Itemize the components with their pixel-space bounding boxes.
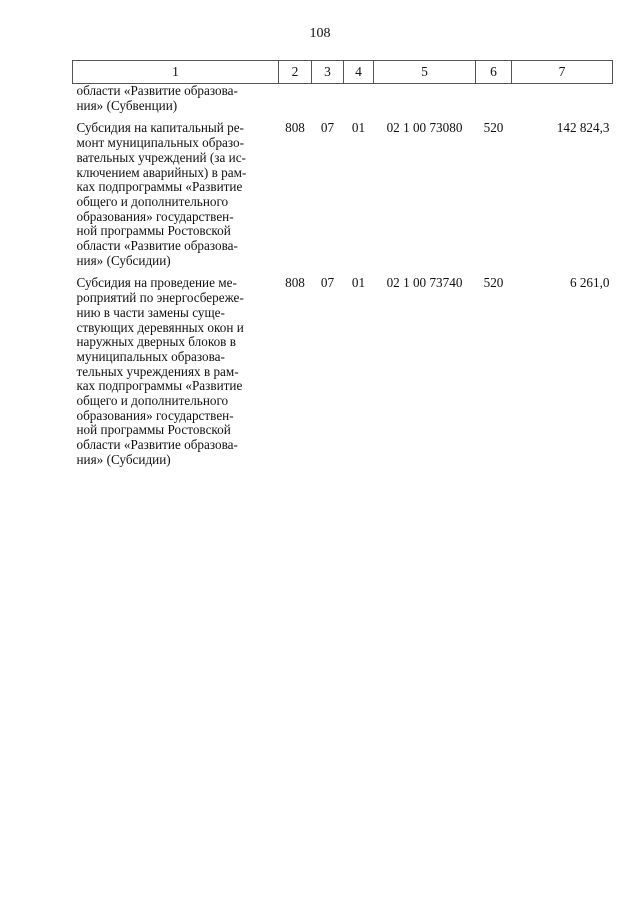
description-line: вательных учреждений (за ис- — [76, 149, 246, 165]
expense-type-code: 520 — [483, 120, 504, 136]
page-number: 108 — [309, 26, 331, 41]
section-code: 07 — [320, 275, 335, 291]
description-line: роприятий по энергосбереже- — [76, 290, 244, 306]
header-col-4: 4 — [344, 61, 374, 84]
target-article-code: 02 1 00 73080 — [386, 120, 463, 136]
description-line: общего и дополнительного — [76, 193, 229, 209]
section-code — [312, 84, 344, 122]
description-line: ной программы Ростовской — [76, 223, 231, 239]
description-line: ках подпрограммы «Развитие — [76, 378, 243, 394]
header-col-1: 1 — [73, 61, 279, 84]
amount — [512, 84, 613, 122]
description-line: ках подпрограммы «Развитие — [76, 179, 243, 195]
subsection-code: 01 — [351, 275, 366, 291]
row-description — [73, 276, 279, 475]
budget-table — [72, 60, 613, 476]
description-line: ствующих деревянных окон и — [76, 319, 244, 335]
description-line: области «Развитие образова- — [76, 437, 238, 453]
amount: 6 261,0 — [569, 275, 610, 291]
row-description — [73, 84, 279, 122]
table-row — [73, 84, 613, 122]
table-row — [73, 276, 613, 475]
subsection-code — [344, 84, 374, 122]
description-line: области «Развитие образова- — [76, 83, 238, 98]
description-line: монт муниципальных образо- — [76, 135, 245, 151]
header-col-7: 7 — [512, 61, 613, 84]
header-col-5: 5 — [374, 61, 476, 84]
target-article-code: 02 1 00 73740 — [386, 275, 463, 291]
table-body — [73, 84, 613, 476]
header-col-3: 3 — [312, 61, 344, 84]
description-line: ния» (Субсидии) — [76, 451, 171, 467]
description-line: ной программы Ростовской — [76, 422, 231, 438]
description-line: нию в части замены суще- — [76, 304, 225, 320]
table-row — [73, 121, 613, 276]
header-row — [73, 61, 613, 84]
description-line: образования» государствен- — [76, 208, 234, 224]
header-col-2: 2 — [279, 61, 312, 84]
ministry-code: 808 — [285, 275, 305, 291]
expense-type-code — [476, 84, 512, 122]
description-line: ключением аварийных) в рам- — [76, 164, 247, 180]
amount: 142 824,3 — [556, 120, 610, 136]
description-line: ния» (Субсидии) — [76, 252, 171, 268]
header-col-6: 6 — [476, 61, 512, 84]
ministry-code: 808 — [285, 120, 305, 136]
description-line: области «Развитие образова- — [76, 238, 238, 254]
table-header — [73, 61, 613, 84]
subsection-code: 01 — [351, 120, 366, 136]
description-line: Субсидия на капитальный ре- — [76, 120, 244, 136]
description-line: тельных учреждениях в рам- — [76, 363, 239, 379]
target-article-code — [374, 84, 476, 122]
description-line: ния» (Субвенции) — [76, 97, 178, 113]
row-description — [73, 121, 279, 276]
description-line: Субсидия на проведение ме- — [76, 275, 237, 291]
description-line: муниципальных образова- — [76, 348, 225, 364]
description-line: общего и дополнительного — [76, 393, 229, 409]
description-line: наружных дверных блоков в — [76, 334, 236, 350]
description-line: образования» государствен- — [76, 407, 234, 423]
ministry-code — [279, 84, 312, 122]
section-code: 07 — [320, 120, 335, 136]
expense-type-code: 520 — [483, 275, 504, 291]
